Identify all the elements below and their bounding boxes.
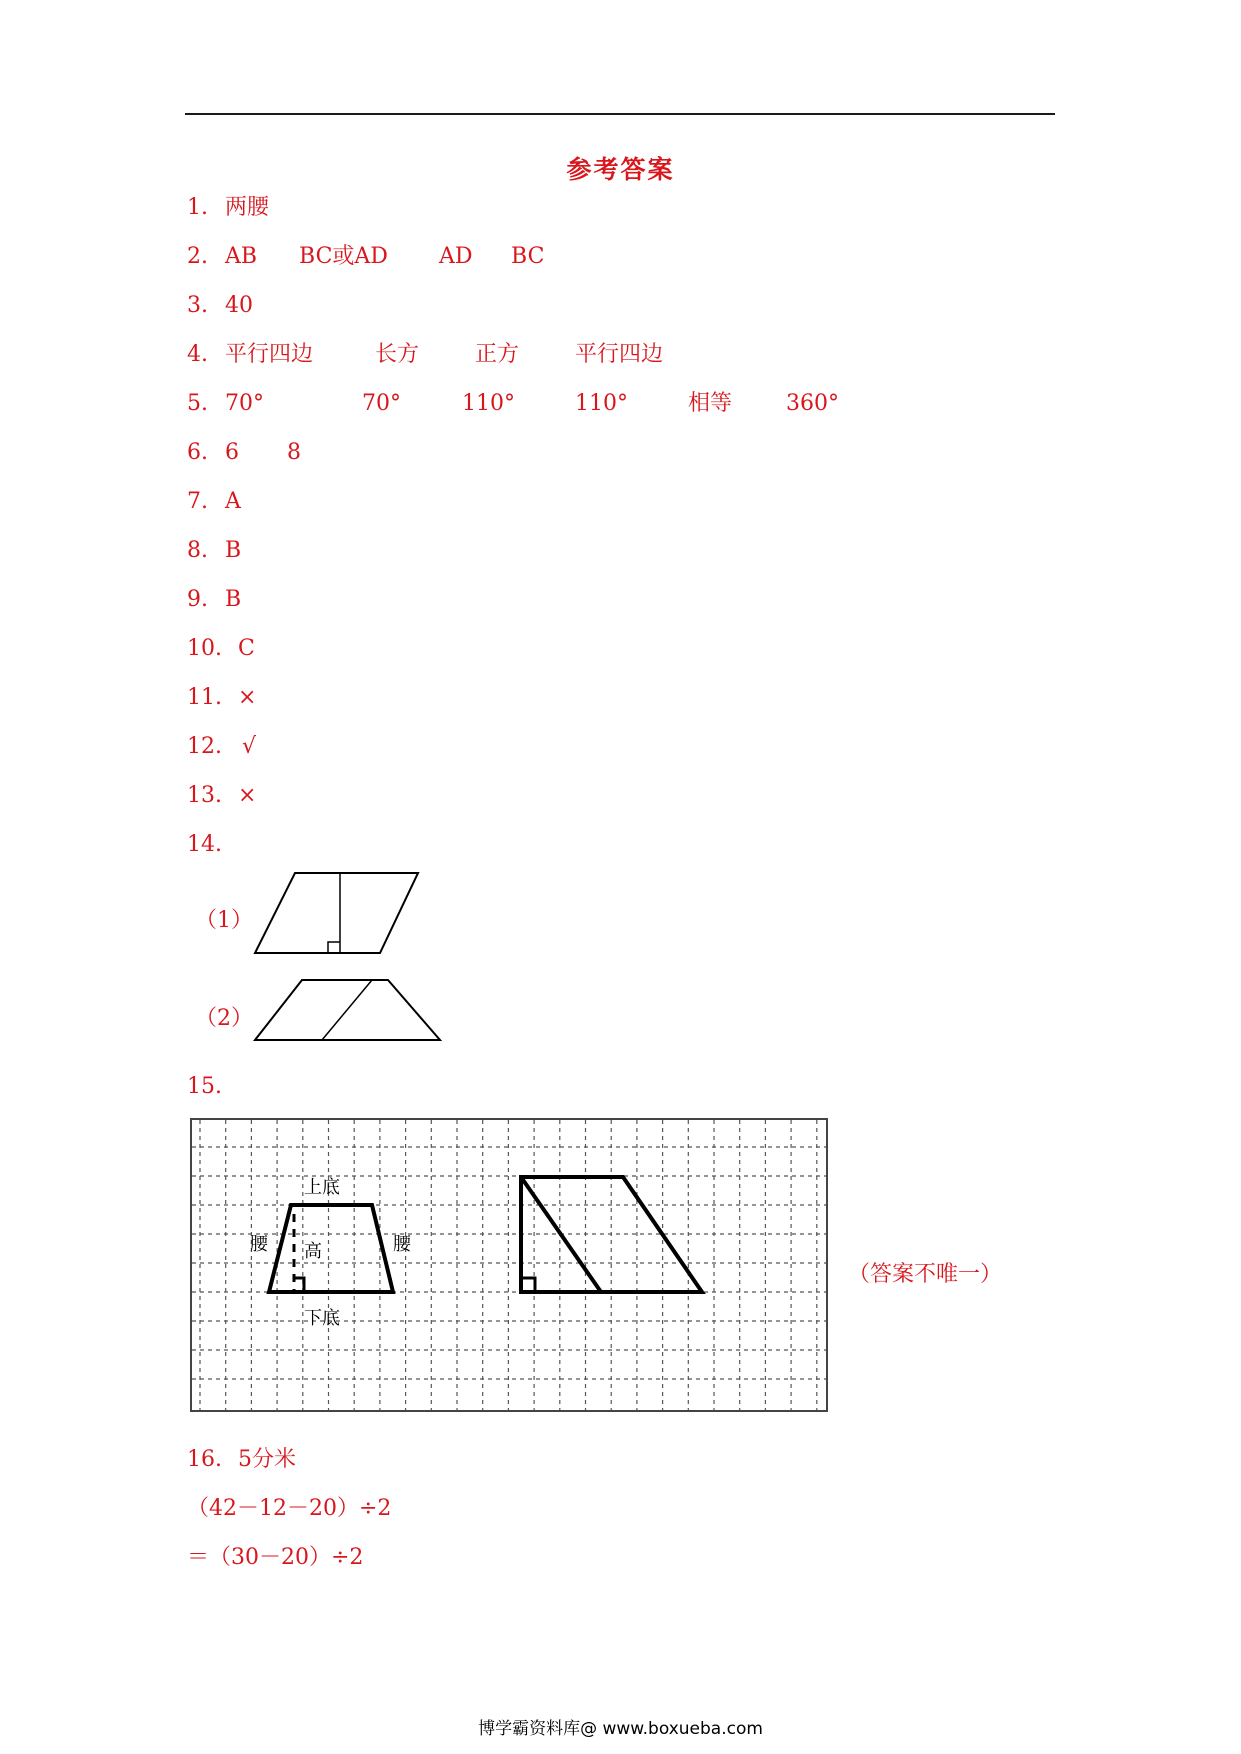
right-angle-mark-2 xyxy=(521,1278,535,1292)
answer-11: 11. × xyxy=(187,685,257,710)
answer-14-part-2-label: （2） xyxy=(195,1006,253,1031)
footer-watermark: 博学霸资料库@ www.boxueba.com xyxy=(478,1719,763,1739)
diagonal-line xyxy=(521,1177,601,1292)
parallelogram-height-figure xyxy=(250,868,425,958)
answer-13: 13. × xyxy=(187,783,257,808)
bottom-base-label: 下底 xyxy=(304,1308,340,1329)
answer-15-note: （答案不唯一） xyxy=(848,1262,1003,1287)
grid-figure xyxy=(190,1118,828,1412)
top-base-label: 上底 xyxy=(304,1177,340,1198)
trapezoid-shape xyxy=(269,1205,393,1292)
answer-14-part-1-label: （1） xyxy=(195,908,253,933)
answer-3: 3. 40 xyxy=(187,293,253,318)
answer-10: 10. C xyxy=(187,636,255,661)
answer-9: 9. B xyxy=(187,587,242,612)
answer-7: 7. A xyxy=(187,489,241,514)
answer-12: 12. √ xyxy=(187,734,257,759)
answer-5: 5. 70° 70° 110° 110° 相等 360° xyxy=(187,391,839,416)
answer-15: 15. xyxy=(187,1074,222,1099)
dotted-grid xyxy=(192,1120,826,1410)
answer-8: 8. B xyxy=(187,538,242,563)
answer-16-step-2: ＝（30－20）÷2 xyxy=(187,1545,364,1570)
answer-1: 1. 两腰 xyxy=(187,195,270,220)
answer-16: 16. 5分米 xyxy=(187,1447,296,1472)
right-leg-label: 腰 xyxy=(393,1234,411,1255)
answer-4: 4. 平行四边 长方 正方 平行四边 xyxy=(187,342,664,367)
answer-6: 6. 6 8 xyxy=(187,440,301,465)
height-label: 高 xyxy=(304,1241,322,1262)
trapezoid-cut-figure xyxy=(250,975,445,1045)
answer-16-step-1: （42－12－20）÷2 xyxy=(187,1496,392,1521)
answer-2: 2. AB BC或AD AD BC xyxy=(187,244,545,269)
page-title: 参考答案 xyxy=(566,155,675,184)
left-leg-label: 腰 xyxy=(250,1234,268,1255)
answer-14: 14. xyxy=(187,832,222,857)
header-rule xyxy=(185,113,1055,115)
